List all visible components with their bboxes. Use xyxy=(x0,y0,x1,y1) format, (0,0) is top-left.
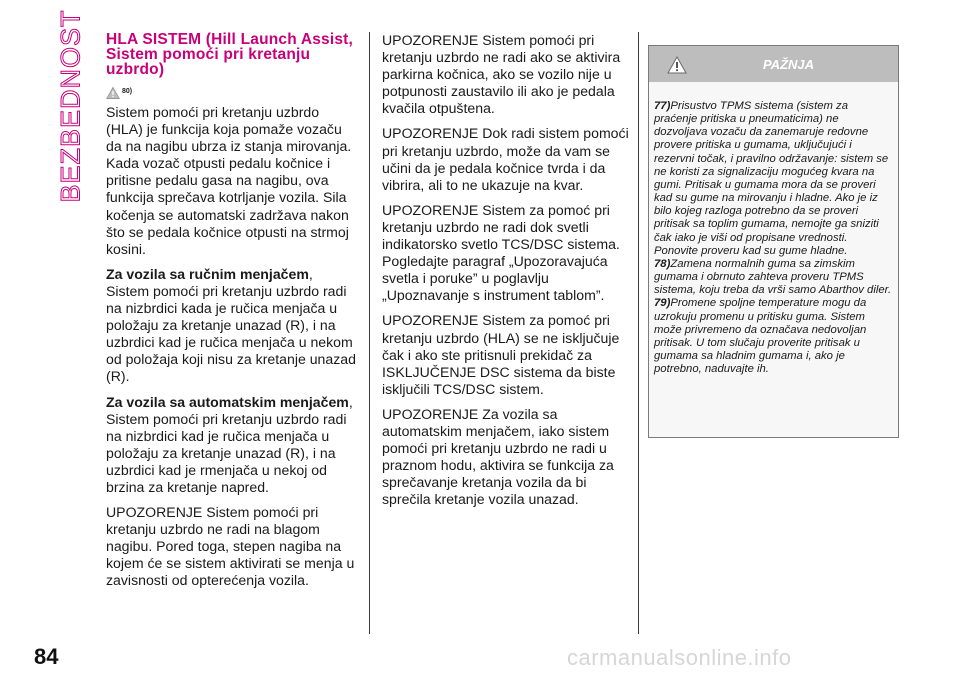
middle-column xyxy=(382,32,634,516)
section-title: HLA SISTEM (Hill Launch Assist, Sistem pomoći pri kretanju uzbrdo) xyxy=(106,31,354,78)
notice-item-text: Promene spoljne temperature mogu da uzrokuju promenu u pritisku guma. Sistem može privremeno da označava nedovoljan pritisak. U tom slučaju proverite pritisak u gumama sa hladnim gumama i, ako je potrebno, naduvajte ih. xyxy=(654,297,867,376)
chapter-side-title-text: BEZBEDNOST xyxy=(55,9,86,203)
warning-reference xyxy=(106,82,358,100)
notice-title: PAŽNJA xyxy=(762,57,815,72)
page-number: 84 xyxy=(34,644,59,669)
notice-item xyxy=(654,100,893,258)
warning-triangle-icon xyxy=(106,86,120,100)
paragraph-warning-gentle-slope: UPOZORENJE Sistem pomoći pri kretanju uzbrdo ne radi na blagom nagibu. Pored toga, stepen nagiba na kojem će se sistem aktivirati se menja u zavisnosti od opterećenja vozila. xyxy=(106,504,355,589)
manual-transmission-text: , Sistem pomoći pri kretanju uzbrdo radi na nizbrdici kada je ručica menjača u položaju za kretanje unazad (R), i na uzbrdici kad je ručica menjača u nekom od položaja koji nisu za kretanje unazad (R). xyxy=(106,265,356,385)
paragraph-warning-automatic: UPOZORENJE Za vozila sa automatskim menjačem, iako sistem pomoći pri kretanju uzbrdo ne radi u praznom hodu, aktivira se funkcija za sprečavanje kretanja vozila da bi sprečila kretanje vozila unazad. xyxy=(382,405,614,508)
left-column xyxy=(106,32,358,598)
notice-item-ref: 78) xyxy=(654,257,671,270)
paragraph-warning-parking-brake: UPOZORENJE Sistem pomoći pri kretanju uzbrdo ne radi ako se aktivira parkirna kočnica, ako se vozilo nije u potpunosti zaustavilo ili ako je pedala kvačila otpuštena. xyxy=(382,32,621,117)
warning-reference-number: 80) xyxy=(122,87,133,95)
automatic-transmission-heading: Za vozila sa automatskim menjačem xyxy=(106,393,349,410)
paragraph-intro: Sistem pomoći pri kretanju uzbrdo (HLA) je funkcija koja pomaže vozaču da na nagibu ubrza iz stanja mirovanja. Kada vozač otpusti pedalu kočnice i pritisne pedalu gasa na nagibu, ova funkcija sprečava kotrljanje vozila. Sila kočenja se automatski zadržava nakon što se pedala kočnice otpusti na strmoj kosini. xyxy=(106,104,352,257)
column-divider-left xyxy=(369,32,370,634)
notice-item-ref: 79) xyxy=(654,297,671,310)
column-divider-right xyxy=(638,32,639,634)
paragraph-manual-transmission xyxy=(106,266,358,386)
watermark: carmanualsonline.info xyxy=(567,645,792,670)
automatic-transmission-text: , Sistem pomoći pri kretanju uzbrdo radi na nizbrdici kad je ručica menjača u položaju za kretanje unazad (R), i na uzbrdici kad je rmenjača u nekoj od brzina za kretanje napred. xyxy=(106,393,353,495)
notice-body xyxy=(649,82,898,376)
notice-header xyxy=(649,46,898,82)
notice-item xyxy=(654,297,893,376)
paragraph-warning-brake-pedal: UPOZORENJE Dok radi sistem pomoći pri kretanju uzbrdo, može da vam se učini da je pedala kočnice tvrda i da vibrira, ali to ne ukazuje na kvar. xyxy=(382,125,629,193)
notice-item-ref: 77) xyxy=(654,100,671,112)
warning-notice-box xyxy=(648,45,899,438)
notice-item-text: Prisustvo TPMS sistema (sistem za praćenje pritiska u pneumaticima) ne dozvoljava vozaču da zanemaruje redovne provere pritiska u gumama, uključujući i rezervni točak, i pravilno održavanje: sistem se ne koristi za signalizaciju mogućeg kvara na gumi. Pritisak u gumama mora da se proveri kad su gume na mirovanju i hladne. Ako je iz bilo kojeg razloga potrebno da se proveri pritisak sa toplim gumama, nemojte ga sniziti čak iako je viši od propisane vrednosti. Ponovite proveru kad su gume hladne. xyxy=(654,100,889,257)
paragraph-warning-dsc-off: UPOZORENJE Sistem za pomoć pri kretanju uzbrdo (HLA) se ne isključuje čak i ako ste pritisnuli prekidač za ISKLJUČENJE DSC sistema da biste isključili TCS/DSC sistem. xyxy=(382,312,620,397)
notice-item-text: Zamena normalnih guma sa zimskim gumama i obrnuto zahteva proveru TPMS sistema, koju treba da vrši samo Abarthov diler. xyxy=(654,257,892,297)
paragraph-warning-tcs-dsc: UPOZORENJE Sistem za pomoć pri kretanju uzbrdo ne radi dok svetli indikatorsko svetlo TCS/DSC sistema. Pogledajte paragraf „Upozoravajuća svetla i poruke” u poglavlju „Upoznavanje s instrument tablom”. xyxy=(382,201,620,304)
chapter-side-title xyxy=(55,9,86,203)
paragraph-automatic-transmission xyxy=(106,394,358,497)
notice-item xyxy=(654,258,893,297)
manual-transmission-heading: Za vozila sa ručnim menjačem xyxy=(106,265,309,282)
